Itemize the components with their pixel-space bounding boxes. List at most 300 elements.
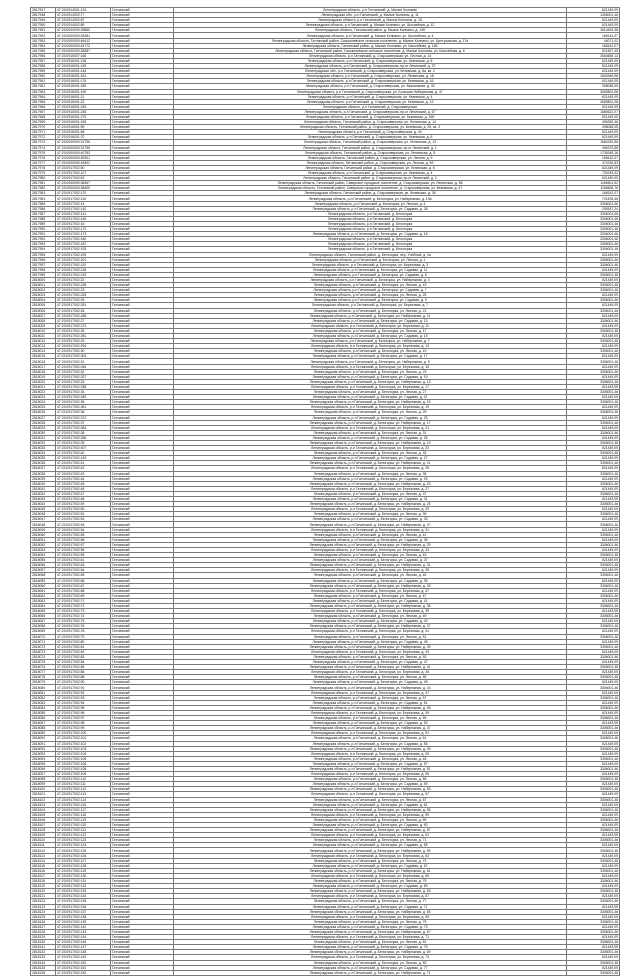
row-id: 2818079 (31, 680, 56, 685)
district: Гатчинский (111, 884, 174, 889)
row-id: 2817977 (31, 160, 56, 165)
address: Ленинградская область, р-н Гатчинский, д. Белогорка, ул. Лесная, д. 31 (174, 430, 567, 435)
district: Гатчинский (111, 298, 174, 303)
row-id: 2817965 (31, 99, 56, 104)
address: Ленинградская область, р-н Гатчинский, д. Белогорка, ул. Набережная, д. 33 (174, 583, 567, 588)
cadastral-value: 3306001,46 (567, 624, 620, 629)
cadastral-value: 298187,24 (567, 206, 620, 211)
cadastral-number: 47:23:0917002:251 (56, 303, 111, 308)
cadastral-value: 621449,09 (567, 955, 620, 960)
cadastral-number: 47:23:0917002:150 (56, 960, 111, 965)
cadastral-number: 47:23:0917002:46 (56, 486, 111, 491)
row-id: 2818034 (31, 451, 56, 456)
cadastral-number: 47:23:0917002:25 (56, 298, 111, 303)
row-id: 2818032 (31, 440, 56, 445)
district: Гатчинский (111, 267, 174, 272)
address: Ленинградская область, р-н Гатчинский, д. Белогорка, ул. Березовая, д. 33 (174, 547, 567, 552)
row-id: 2818120 (31, 889, 56, 894)
cadastral-value: 1680622,07 (567, 109, 620, 114)
address: Ленинградская область, р-н Гатчинский, д. Белогорка, ул. Березовая, д. 49 (174, 710, 567, 715)
row-id: 2818128 (31, 929, 56, 934)
row-id: 2818040 (31, 481, 56, 486)
row-id: 2818005 (31, 303, 56, 308)
address: Ленинградская область, р-н Гатчинский, д. Белогорка, ул. Березовая, д. 15 (174, 364, 567, 369)
cadastral-number: 47:23:0917002:28 (56, 328, 111, 333)
address: Ленинградская область, р-н Гатчинский, д. Белогорка, ул. Лесная, д. 79 (174, 919, 567, 924)
row-id: 2818085 (31, 710, 56, 715)
cadastral-number: 47:23:0000000:39860 (56, 28, 111, 33)
district: Гатчинский (111, 502, 174, 507)
cadastral-value: 3306001,46 (567, 940, 620, 945)
address: Ленинградская область, р-н Гатчинский, д. Белогорка, ул. Березовая, д. 19 (174, 405, 567, 410)
district: Гатчинский (111, 710, 174, 715)
address: Ленинградская область, р-н Гатчинский, д. Старосиверская, пр-кт Ленинский, д. 67 (174, 109, 567, 114)
cadastral-number: 47:23:0000000:38409 (56, 186, 111, 191)
cadastral-number: 47:23:0917002:27 (56, 318, 111, 323)
cadastral-number: 47:23:0917002:199 (56, 252, 111, 257)
cadastral-number: 47:23:0917002:148 (56, 950, 111, 955)
cadastral-number: 47:23:0917002:138 (56, 914, 111, 919)
district: Гатчинский (111, 165, 174, 170)
row-id: 2817968 (31, 114, 56, 119)
address: Ленинградская область, р-н Гатчинский, д. Белогорка, ул. Садовая, д. 73 (174, 924, 567, 929)
cadastral-value: 1684262,86 (567, 140, 620, 145)
row-id: 2818100 (31, 787, 56, 792)
district: Гатчинский (111, 430, 174, 435)
cadastral-number: 47:23:0917002:104 (56, 751, 111, 756)
address: Ленинградская область, р-н Гатчинский, д. Белогорка, ул. Березовая, д. 47 (174, 690, 567, 695)
cadastral-value: 3306001,46 (567, 339, 620, 344)
cadastral-number: 47:23:0917002:79 (56, 634, 111, 639)
address: Ленинградская область, р-н Гатчинский, д. Белогорка, ул. Садовая, д. 61 (174, 802, 567, 807)
cadastral-value: 621449,09 (567, 629, 620, 634)
cadastral-value: 3306001,46 (567, 430, 620, 435)
district: Гатчинский (111, 8, 174, 13)
district: Гатчинский (111, 588, 174, 593)
district: Гатчинский (111, 33, 174, 38)
district: Гатчинский (111, 766, 174, 771)
district: Гатчинский (111, 736, 174, 741)
cadastral-value: 3306001,46 (567, 512, 620, 517)
cadastral-number: 47:23:0917002:294 (56, 344, 111, 349)
row-id: 2818119 (31, 884, 56, 889)
district: Гатчинский (111, 272, 174, 277)
cadastral-number: 47:23:0917002:50 (56, 507, 111, 512)
row-id: 2818134 (31, 960, 56, 965)
address: Ленинградская область, р-н Гатчинский, д. Белогорка, ул. Садовая, д. 33 (174, 517, 567, 522)
cadastral-number: 47:23:0917002:111 (56, 782, 111, 787)
row-id: 2817958 (31, 64, 56, 69)
row-id: 2818101 (31, 792, 56, 797)
row-id: 2818092 (31, 746, 56, 751)
cadastral-value: 3306001,46 (567, 675, 620, 680)
address: Ленинградская область, р-н Гатчинский, д. Старосиверская, ул. Кезевская, д. 13 (174, 99, 567, 104)
cadastral-value: 3306001,46 (567, 216, 620, 221)
district: Гатчинский (111, 527, 174, 532)
row-id: 2818105 (31, 812, 56, 817)
district: Гатчинский (111, 807, 174, 812)
cadastral-value: 621449,09 (567, 741, 620, 746)
cadastral-number: 47:23:0917002:61 (56, 558, 111, 563)
cadastral-value: 621449,09 (567, 721, 620, 726)
address: Ленинградская область, р-н Гатчинский, д. Белогорка, ул. Березовая, д. 27 (174, 486, 567, 491)
row-id: 2818090 (31, 736, 56, 741)
row-id: 2818020 (31, 379, 56, 384)
address: Ленинградская область, р-н Гатчинский, д. Белогорка, ул. Березовая, д. 65 (174, 873, 567, 878)
row-id: 2818037 (31, 466, 56, 471)
district: Гатчинский (111, 537, 174, 542)
row-id: 2818075 (31, 660, 56, 665)
row-id: 2818124 (31, 909, 56, 914)
district: Гатчинский (111, 476, 174, 481)
row-id: 2818015 (31, 354, 56, 359)
cadastral-number: 47:23:0917002:116 (56, 802, 111, 807)
cadastral-number: 47:23:0917002:105 (56, 756, 111, 761)
address: Ленинградская область, р-н Гатчинский, д. Белогорка, ул. Набережная, д. 11 (174, 313, 567, 318)
cadastral-value: 621449,09 (567, 547, 620, 552)
district: Гатчинский (111, 400, 174, 405)
address: Ленинградская область, р-н Гатчинский, д. Белогорка, ул. Березовая, д. 61 (174, 833, 567, 838)
address: Ленинградская область, р-н Гатчинский, д. Белогорка, ул. Набережная, д. 37 (174, 624, 567, 629)
address: Ленинградская область, р-н Гатчинский, д. Белогорка, ул. Лесная, д. 47 (174, 593, 567, 598)
cadastral-value: 621449,09 (567, 252, 620, 257)
district: Гатчинский (111, 497, 174, 502)
cadastral-value: 621449,09 (567, 334, 620, 339)
cadastral-number: 47:23:0914002:87 (56, 18, 111, 23)
cadastral-number: 47:23:0917002:119 (56, 817, 111, 822)
address: Ленинградская область, р-н Гатчинский, д. Белогорка, ул. Набережная, д. 59 (174, 848, 567, 853)
cadastral-value: 621449,09 (567, 507, 620, 512)
row-id: 2817963 (31, 89, 56, 94)
row-id: 2818036 (31, 461, 56, 466)
address: Ленинградская область, р-н Гатчинский, д. Белогорка, ул. Лесная, д. 35 (174, 471, 567, 476)
row-id: 2818107 (31, 823, 56, 828)
cadastral-value: 3306001,46 (567, 532, 620, 537)
cadastral-number: 47:23:0917002:146 (56, 940, 111, 945)
cadastral-value: 721878,38 (567, 196, 620, 201)
row-id: 2817991 (31, 232, 56, 237)
row-id: 2817949 (31, 18, 56, 23)
cadastral-value: 3306001,46 (567, 318, 620, 323)
row-id: 2818123 (31, 904, 56, 909)
address: Ленинградская область, р-н Гатчинский, д. Белогорка, ул. Лесная, д. 37 (174, 491, 567, 496)
cadastral-number: 47:23:0917002:42 (56, 466, 111, 471)
district: Гатчинский (111, 211, 174, 216)
address: Ленинградская область, Гатчинский район, Сяськелевское сельское поселение, д. Малые Колпаны, ул. Центральная, д. 17а (174, 38, 567, 43)
cadastral-value: 621449,09 (567, 497, 620, 502)
address: Ленинградская область, р-н Гатчинский, д. Малые Колпаны, ул. Шоссейная, д. 12 (174, 23, 567, 28)
cadastral-value: 3306001,46 (567, 328, 620, 333)
cadastral-number: 47:23:0917002:132 (56, 884, 111, 889)
cadastral-number: 47:23:0917002:273 (56, 323, 111, 328)
row-id: 2817993 (31, 242, 56, 247)
cadastral-value: 621449,09 (567, 792, 620, 797)
address: Ленинградская область, р-н Гатчинский, д. Белогорка, ул. Березовая, д. 23 (174, 446, 567, 451)
address: Ленинградская область, р-н Гатчинский, д. Малые Колпаны (174, 8, 567, 13)
district: Гатчинский (111, 242, 174, 247)
cadastral-value: 621449,09 (567, 384, 620, 389)
row-id: 2817969 (31, 120, 56, 125)
address: Ленинградская область, р-н Гатчинский, д. Белогорка, ул. Набережная, д. 17 (174, 420, 567, 425)
cadastral-value: 3306001,46 (567, 272, 620, 277)
cadastral-value: 621449,09 (567, 853, 620, 858)
address: Ленинградская область, Гатчинский район, д. Старосиверская, пр-кт Ленинский, д. 2 (174, 176, 567, 181)
address: Ленинградская область, Гатчинский район, д. Старосиверская, ул. Кезевская, д. 36 (174, 191, 567, 196)
address: Ленинградская область, р-н Гатчинский, д. Старосиверская, ул. Кезевская, д. 16б (174, 114, 567, 119)
address: Ленинградская область, р-н Гатчинский, д. Белогорка, ул. Березовая, д. 25 (174, 466, 567, 471)
district: Гатчинский (111, 894, 174, 899)
row-id: 2818058 (31, 573, 56, 578)
cadastral-value: 3306001,46 (567, 817, 620, 822)
district: Гатчинский (111, 440, 174, 445)
cadastral-number: 47:23:0917002:94 (56, 700, 111, 705)
cadastral-value: 3306001,46 (567, 481, 620, 486)
cadastral-value: 3306001,46 (567, 232, 620, 237)
district: Гатчинский (111, 28, 174, 33)
cadastral-number: 47:23:0917002:60 (56, 165, 111, 170)
cadastral-value: 3306001,46 (567, 237, 620, 242)
cadastral-number: 47:23:0917002:82 (56, 649, 111, 654)
row-id: 2818028 (31, 420, 56, 425)
address: Ленинградская область, Гатчинский район, д. Старосиверская, ул. Лесная, д. 9 (174, 155, 567, 160)
cadastral-value: 3306001,46 (567, 211, 620, 216)
cadastral-value: 621449,09 (567, 517, 620, 522)
cadastral-value: 3069801,08 (567, 89, 620, 94)
cadastral-value: 621449,09 (567, 823, 620, 828)
cadastral-number: 47:23:0917002:130 (56, 873, 111, 878)
address: Ленинградская область, р-н Гатчинский, д. Белогорка, ул. Садовая, д. 5 (174, 272, 567, 277)
district: Гатчинский (111, 634, 174, 639)
cadastral-number: 47:23:0917002:23 (56, 288, 111, 293)
cadastral-number: 47:23:0917002:71 (56, 598, 111, 603)
address: Ленинградская область, р-н Гатчинский, д. Белогорка, ул. Набережная, д. 29 (174, 542, 567, 547)
district: Гатчинский (111, 904, 174, 909)
row-id: 2817948 (31, 13, 56, 18)
cadastral-number: 47:23:0917002:106 (56, 761, 111, 766)
cadastral-number: 47:23:0917002:51 (56, 512, 111, 517)
row-id: 2818125 (31, 914, 56, 919)
cadastral-number: 47:23:0917002:55 (56, 532, 111, 537)
district: Гатчинский (111, 746, 174, 751)
row-id: 2817983 (31, 191, 56, 196)
address: Ленинградская область, р-н Гатчинский, д. Старосиверская, ул. Кезевская, д. 16 (174, 79, 567, 84)
district: Гатчинский (111, 899, 174, 904)
row-id: 2818023 (31, 395, 56, 400)
row-id: 2817956 (31, 53, 56, 58)
district: Гатчинский (111, 252, 174, 257)
row-id: 2817951 (31, 28, 56, 33)
cadastral-number: 47:23:0917002:63 (56, 563, 111, 568)
cadastral-value: 496392,46 (567, 120, 620, 125)
row-id: 2818030 (31, 430, 56, 435)
cadastral-value: 3306001,46 (567, 746, 620, 751)
cadastral-value: 621449,09 (567, 782, 620, 787)
address: Ленинградская область, р-н Гатчинский, д. Старосиверская, ул. Кезевская, д. 4 (174, 171, 567, 176)
district: Гатчинский (111, 700, 174, 705)
address: Ленинградская область, Гатчинский район, Сиверское городское поселение, д. Старосиверская, ул. Ленинская, д. 56 (174, 181, 567, 186)
cadastral-value: 3306001,46 (567, 665, 620, 670)
row-id: 2817967 (31, 109, 56, 114)
row-id: 2818055 (31, 558, 56, 563)
row-id: 2818027 (31, 415, 56, 420)
row-id: 2817974 (31, 145, 56, 150)
address: Ленинградская область, р-н Гатчинский, д. Старосиверская, д. 40 (174, 130, 567, 135)
row-id: 2817960 (31, 74, 56, 79)
address: Ленинградская область, р-н Гатчинский, д. Белогорка, ул. Березовая, д. 59 (174, 812, 567, 817)
cadastral-number: 47:23:0917002:43 (56, 471, 111, 476)
cadastral-value: 621827,45 (567, 48, 620, 53)
cadastral-number: 47:23:0917002:65 (56, 573, 111, 578)
district: Гатчинский (111, 716, 174, 721)
cadastral-number: 47:23:0917002:56 (56, 537, 111, 542)
cadastral-value: 3306001,46 (567, 390, 620, 395)
district: Гатчинский (111, 206, 174, 211)
address: Ленинградская область, р-н Гатчинский, д. Белогорка, ул. Лесная, д. 63 (174, 756, 567, 761)
cadastral-number: 47:23:0917002:22 (56, 277, 111, 282)
cadastral-value: 3306001,46 (567, 828, 620, 833)
address: Ленинградская область, р-н Гатчинский, д. Белогорка, ул. Березовая, д. 11 (174, 323, 567, 328)
district: Гатчинский (111, 843, 174, 848)
district: Гатчинский (111, 364, 174, 369)
address: Ленинградская область, р-н Гатчинский, д. Белогорка, ул. Лесная, д. 65 (174, 777, 567, 782)
cadastral-value: 621449,09 (567, 843, 620, 848)
cadastral-number: 47:23:0917002:59 (56, 553, 111, 558)
row-id: 2818082 (31, 695, 56, 700)
cadastral-value: 621449,09 (567, 79, 620, 84)
address: Ленинградская область, р-н Гатчинский, д. Белогорка, ул. Набережная, д. 9 (174, 359, 567, 364)
row-id: 2818133 (31, 955, 56, 960)
address: Ленинградская область, р-н Гатчинский, д. Белогорка, ул. Березовая, д. 57 (174, 792, 567, 797)
row-id: 2818132 (31, 950, 56, 955)
district: Гатчинский (111, 695, 174, 700)
district: Гатчинский (111, 726, 174, 731)
district: Гатчинский (111, 578, 174, 583)
cadastral-value: 474230,83 (567, 160, 620, 165)
cadastral-value: 621449,09 (567, 833, 620, 838)
cadastral-value: 621449,09 (567, 130, 620, 135)
cadastral-value: 621449,09 (567, 710, 620, 715)
address: Ленинградская область, р-н Гатчинский, д. Старосиверская, ул. Вокзальная, д. 30 (174, 84, 567, 89)
cadastral-number: 47:23:0917002:29 (56, 339, 111, 344)
address: Ленинградская область, Гатчинский район, д. Малые Колпаны, ул. Шоссейная, д. 16б (174, 43, 567, 48)
cadastral-value: 3306001,46 (567, 726, 620, 731)
cadastral-value: 168142,07 (567, 155, 620, 160)
address: Ленинградская область, р-н Гатчинский, д. Белогорка, ул. Лесная, д. 21 (174, 308, 567, 313)
district: Гатчинский (111, 741, 174, 746)
row-id: 2818130 (31, 940, 56, 945)
district: Гатчинский (111, 94, 174, 99)
cadastral-number: 47:23:0000000:40753 (56, 150, 111, 155)
cadastral-value: 3306001,46 (567, 929, 620, 934)
cadastral-number: 47:23:0917002:47 (56, 491, 111, 496)
address: Ленинградская область, р-н Гатчинский, д. Белогорка, ул. Садовая, д. 63 (174, 823, 567, 828)
address: Ленинградская область, р-н Гатчинский, д. Белогорка, ул. Березовая, д. 73 (174, 955, 567, 960)
cadastral-number: 47:23:0917002:38 (56, 430, 111, 435)
cadastral-value: 1735349,16 (567, 150, 620, 155)
cadastral-value: 3306001,46 (567, 542, 620, 547)
district: Гатчинский (111, 772, 174, 777)
cadastral-value: 621449,09 (567, 772, 620, 777)
row-id: 2817982 (31, 186, 56, 191)
district: Гатчинский (111, 481, 174, 486)
district: Гатчинский (111, 176, 174, 181)
address: Ленинградская область, р-н Гатчинский, д. Белогорка, ул. Набережная, д. 23 (174, 481, 567, 486)
row-id: 2818029 (31, 425, 56, 430)
address: Ленинградская область, р-н Гатчинский, д. Белогорка, ул. Садовая, д. 51 (174, 700, 567, 705)
cadastral-number: 47:23:0917002:144 (56, 935, 111, 940)
cadastral-value: 3306001,46 (567, 919, 620, 924)
district: Гатчинский (111, 960, 174, 965)
row-id: 2818094 (31, 756, 56, 761)
row-id: 2818056 (31, 563, 56, 568)
cadastral-value: 3306001,46 (567, 461, 620, 466)
cadastral-number: 47:23:0917002:110 (56, 777, 111, 782)
cadastral-value: 3306001,46 (567, 756, 620, 761)
address: Ленинградская область, р-н Гатчинский, д. Белогорка, ул. Лесная, д. 29 (174, 410, 567, 415)
row-id: 2818060 (31, 583, 56, 588)
row-id: 2818009 (31, 323, 56, 328)
district: Гатчинский (111, 532, 174, 537)
district: Гатчинский (111, 756, 174, 761)
cadastral-value: 621449,09 (567, 873, 620, 878)
cadastral-number: 47:23:0917002:147 (56, 945, 111, 950)
cadastral-value: 621449,09 (567, 527, 620, 532)
district: Гатчинский (111, 89, 174, 94)
district: Гатчинский (111, 660, 174, 665)
row-id: 2818117 (31, 873, 56, 878)
address: Ленинградская область, р-н Гатчинский, д. Белогорка, ул. Березовая, д. 31 (174, 527, 567, 532)
cadastral-value: 621449,09 (567, 690, 620, 695)
cadastral-number: 47:23:0917002:349 (56, 395, 111, 400)
row-id: 2818033 (31, 446, 56, 451)
district: Гатчинский (111, 512, 174, 517)
row-id: 2818000 (31, 277, 56, 282)
row-id: 2818091 (31, 741, 56, 746)
cadastral-number: 47:23:0916001:59 (56, 125, 111, 130)
address: Ленинградская область, р-н Гатчинский, д. Белогорка, ул. Садовая, д. 37 (174, 558, 567, 563)
row-id: 2818096 (31, 766, 56, 771)
district: Гатчинский (111, 970, 174, 975)
district: Гатчинский (111, 812, 174, 817)
district: Гатчинский (111, 216, 174, 221)
row-id: 2818045 (31, 507, 56, 512)
district: Гатчинский (111, 125, 174, 130)
cadastral-number: 47:23:0917002:35 (56, 400, 111, 405)
cadastral-value: 3306001,46 (567, 716, 620, 721)
row-id: 2818066 (31, 614, 56, 619)
district: Гатчинский (111, 909, 174, 914)
cadastral-value: 3306001,46 (567, 400, 620, 405)
row-id: 2818097 (31, 772, 56, 777)
cadastral-number: 47:23:0917002:36 (56, 410, 111, 415)
cadastral-value: 3306001,46 (567, 522, 620, 527)
row-id: 2818047 (31, 517, 56, 522)
cadastral-value: 496370,88 (567, 145, 620, 150)
address: Ленинградская область, р-н Гатчинский, д. Белогорка (174, 247, 567, 252)
address: Ленинградская область, р-н Гатчинский, д. Белогорка, ул. Набережная, д. 51 (174, 766, 567, 771)
row-id: 2818016 (31, 359, 56, 364)
district: Гатчинский (111, 797, 174, 802)
cadastral-number: 47:23:0917002:95 (56, 705, 111, 710)
cadastral-number: 47:23:0917002:109 (56, 772, 111, 777)
cadastral-number: 47:23:0914001:124 (56, 8, 111, 13)
cadastral-value: 3306001,46 (567, 950, 620, 955)
district: Гатчинский (111, 257, 174, 262)
district: Гатчинский (111, 196, 174, 201)
row-id: 2817972 (31, 135, 56, 140)
row-id: 2817989 (31, 221, 56, 226)
cadastral-number: 47:23:0917002:327 (56, 374, 111, 379)
